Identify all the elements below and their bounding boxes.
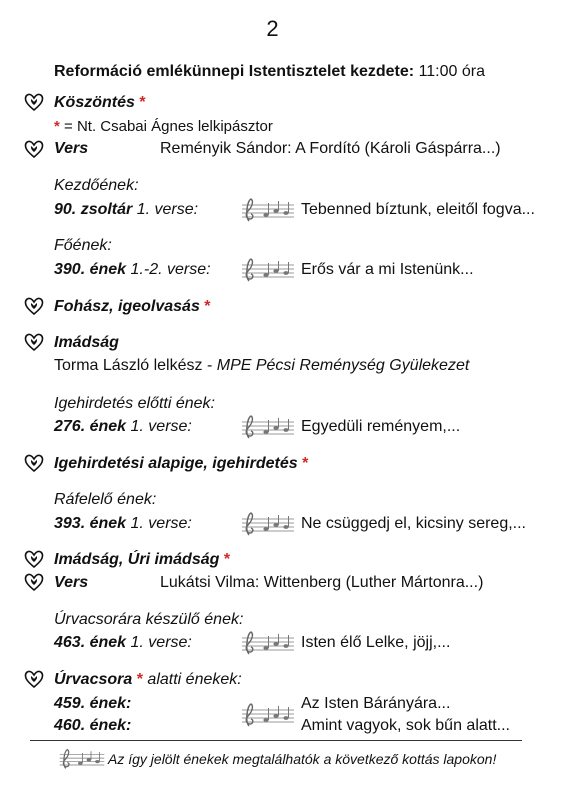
imadsag2-line xyxy=(54,551,230,569)
vers1-text: Reményik Sándor: A Fordító (Károli Gáspárra...) xyxy=(160,140,501,157)
fohasz-title: Fohász, igeolvasás xyxy=(54,298,200,315)
kezdoenek-ref-line xyxy=(54,201,198,219)
imadsag2-title: Imádság, Úri imádság xyxy=(54,551,220,568)
igehirdetes-elotti-ref: 276. ének xyxy=(54,418,127,435)
urvacsora-ref2: 460. ének: xyxy=(54,717,132,734)
foenek-verses: 1.-2. verse: xyxy=(130,261,211,278)
igehirdetes-elotti-song: Egyedüli reményem,... xyxy=(301,418,461,435)
heart-tulip-icon xyxy=(24,453,44,473)
koszontes-title: Köszöntés xyxy=(54,94,135,111)
heart-tulip-icon xyxy=(24,92,44,112)
heart-tulip-icon xyxy=(24,332,44,352)
imadsag1-person-line xyxy=(54,357,469,375)
music-notes-icon xyxy=(240,509,296,539)
kezdoenek-song: Tebenned bíztunk, eleitől fogva... xyxy=(301,201,535,218)
urvacsora-title: Úrvacsora xyxy=(54,671,133,688)
heart-tulip-icon xyxy=(24,669,44,689)
footer-divider xyxy=(30,740,522,741)
igehirdetes-line xyxy=(54,455,308,473)
heart-tulip-icon xyxy=(24,139,44,159)
heart-tulip-icon xyxy=(24,549,44,569)
music-notes-icon xyxy=(240,700,296,730)
vers1-title: Vers xyxy=(54,140,89,157)
urvacsora-keszulo-ref: 463. ének xyxy=(54,634,127,651)
vers2-text: Lukátsi Vilma: Wittenberg (Luther Mártonra...) xyxy=(160,574,484,591)
vers2-title: Vers xyxy=(54,574,89,591)
rafelelo-ref-line xyxy=(54,515,192,533)
urvacsora-line xyxy=(54,671,242,689)
star-mark: * xyxy=(223,551,231,568)
kezdoenek-label: Kezdőének: xyxy=(54,177,139,194)
service-start-time: 11:00 óra xyxy=(418,63,485,80)
urvacsora-keszulo-song: Isten élő Lelke, jöjj,... xyxy=(301,634,451,651)
rafelelo-song: Ne csüggedj el, kicsiny sereg,... xyxy=(301,515,526,532)
star-mark: * xyxy=(302,455,309,472)
urvacsora-ref1: 459. ének: xyxy=(54,695,132,712)
star-mark: * xyxy=(204,298,211,315)
music-notes-icon xyxy=(240,628,296,658)
foenek-song: Erős vár a mi Istenünk... xyxy=(301,261,474,278)
igehirdetes-elotti-label: Igehirdetés előtti ének: xyxy=(54,395,215,412)
star-mark: * xyxy=(54,118,60,135)
imadsag1-church: MPE Pécsi Reménység Gyülekezet xyxy=(216,357,470,374)
urvacsora-keszulo-verses: 1. verse: xyxy=(130,634,192,651)
urvacsora-song2: Amint vagyok, sok bűn alatt... xyxy=(301,717,510,734)
koszontes-note: = Nt. Csabai Ágnes lelkipásztor xyxy=(64,118,273,135)
star-mark: * xyxy=(139,94,146,111)
music-notes-icon xyxy=(58,746,106,772)
imadsag1-title: Imádság xyxy=(54,334,119,351)
music-notes-icon xyxy=(240,255,296,285)
koszontes-line xyxy=(54,94,146,112)
footer-note: Az így jelölt énekek megtalálhatók a következő kottás lapokon! xyxy=(108,751,497,767)
kezdoenek-ref: 90. zsoltár xyxy=(54,201,133,218)
rafelelo-verses: 1. verse: xyxy=(130,515,192,532)
koszontes-note-line xyxy=(54,118,273,135)
star-mark: * xyxy=(136,671,143,688)
foenek-ref-line xyxy=(54,261,211,279)
urvacsora-song1: Az Isten Bárányára... xyxy=(301,695,451,712)
service-start-label: Reformáció emlékünnepi Istentisztelet kezdete: xyxy=(54,63,415,80)
urvacsora-keszulo-label: Úrvacsorára készülő ének: xyxy=(54,611,244,628)
foenek-label: Főének: xyxy=(54,237,112,254)
imadsag1-person: Torma László lelkész - xyxy=(54,357,213,374)
music-notes-icon xyxy=(240,195,296,225)
rafelelo-ref: 393. ének xyxy=(54,515,127,532)
fohasz-line xyxy=(54,298,211,316)
foenek-ref: 390. ének xyxy=(54,261,127,278)
igehirdetes-title: Igehirdetési alapige, igehirdetés xyxy=(54,455,298,472)
music-notes-icon xyxy=(240,412,296,442)
page-number: 2 xyxy=(266,16,279,41)
igehirdetes-elotti-verses: 1. verse: xyxy=(130,418,192,435)
igehirdetes-elotti-ref-line xyxy=(54,418,192,436)
rafelelo-label: Ráfelelő ének: xyxy=(54,491,157,508)
heart-tulip-icon xyxy=(24,296,44,316)
urvacsora-suffix: alatti énekek: xyxy=(147,671,242,688)
heart-tulip-icon xyxy=(24,572,44,592)
service-start-line xyxy=(54,63,485,81)
kezdoenek-verses: 1. verse: xyxy=(136,201,199,218)
urvacsora-keszulo-ref-line xyxy=(54,634,192,652)
